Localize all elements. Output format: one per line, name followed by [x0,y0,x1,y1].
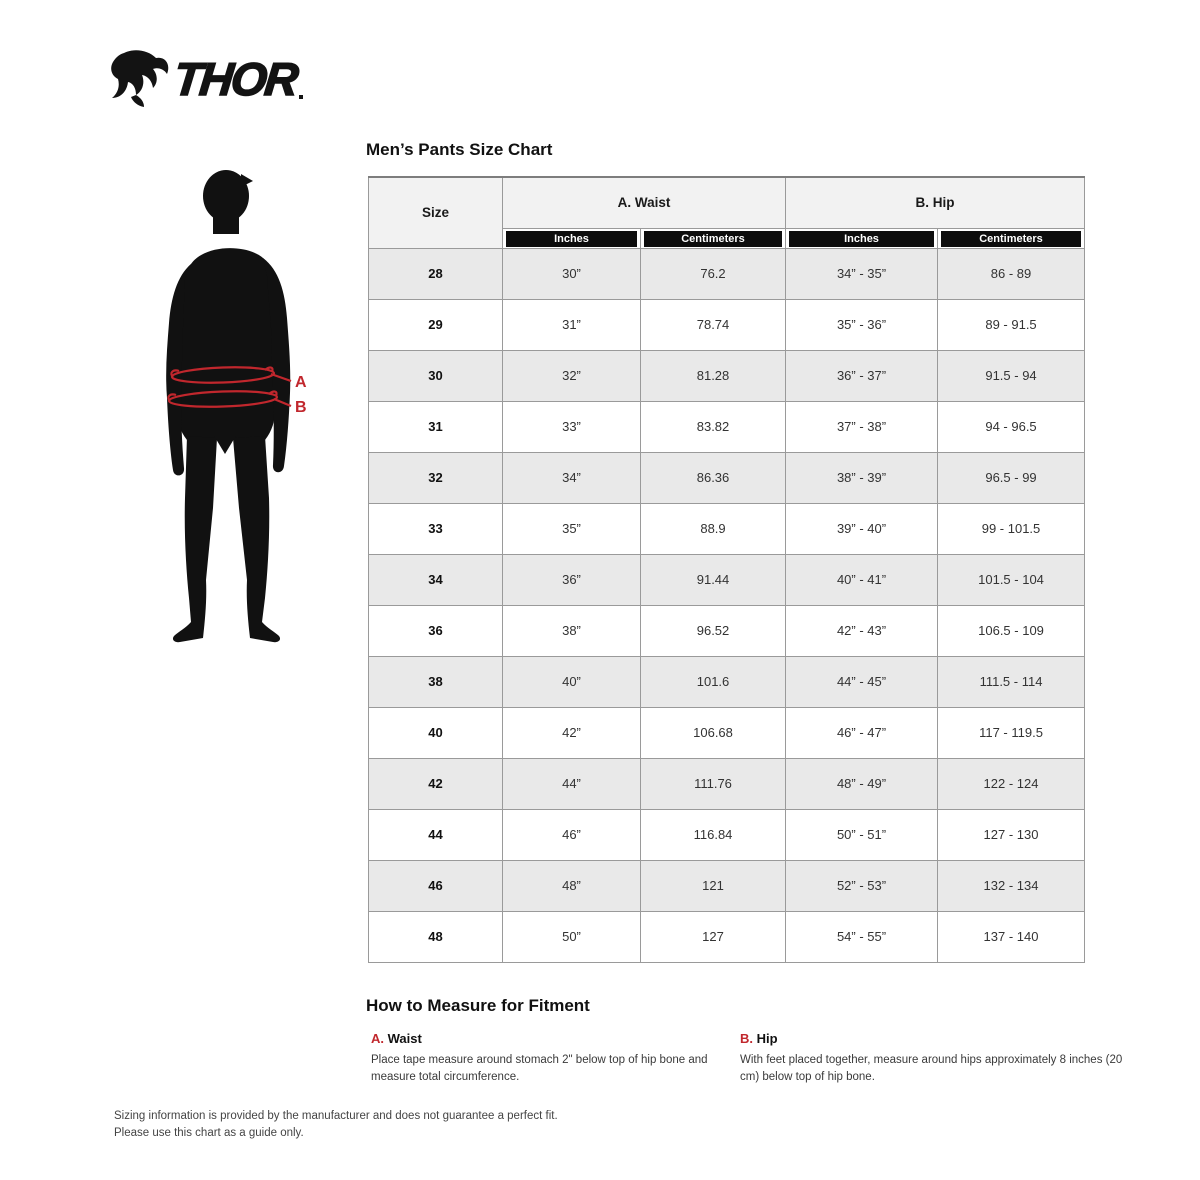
hip-inches-cell: 50” - 51” [786,809,938,860]
size-cell: 28 [369,248,503,299]
size-cell: 29 [369,299,503,350]
subheader-waist-centimeters-cell [641,228,786,248]
thor-logo-text: THOR [171,53,300,105]
measure-letter-a: A. [371,1031,384,1046]
waist-inches-cell: 40” [503,656,641,707]
waist-centimeters-cell: 106.68 [641,707,786,758]
table-row [369,860,1085,911]
table-group-header-row [369,177,1085,228]
size-cell: 33 [369,503,503,554]
waist-centimeters-cell: 96.52 [641,605,786,656]
table-row [369,452,1085,503]
measure-description-hip: With feet placed together, measure around hips approximately 8 inches (20 cm) below top of hip bone. [740,1054,1123,1083]
hip-inches-cell: 34” - 35” [786,248,938,299]
hip-centimeters-cell: 99 - 101.5 [938,503,1085,554]
size-cell: 31 [369,401,503,452]
col-header-size: Size [369,177,503,248]
measure-description-waist: Place tape measure around stomach 2" below top of hip bone and measure total circumference. [371,1054,708,1083]
disclaimer-line-2: Please use this chart as a guide only. [114,1127,304,1140]
table-row [369,248,1085,299]
waist-centimeters-cell: 91.44 [641,554,786,605]
hip-centimeters-cell: 89 - 91.5 [938,299,1085,350]
hip-label-b: B [295,399,307,416]
subheader-waist-centimeters: Centimeters [644,231,782,247]
table-row [369,554,1085,605]
size-table-section [368,176,1085,963]
page-title: Men’s Pants Size Chart [366,140,553,159]
measure-item-waist [371,1031,716,1085]
hip-centimeters-cell: 94 - 96.5 [938,401,1085,452]
table-row [369,707,1085,758]
waist-centimeters-cell: 86.36 [641,452,786,503]
group-header-waist: A. Waist [503,177,786,228]
size-cell: 36 [369,605,503,656]
subheader-hip-inches-cell [786,228,938,248]
subheader-hip-inches: Inches [789,231,934,247]
waist-inches-cell: 35” [503,503,641,554]
waist-inches-cell: 36” [503,554,641,605]
size-cell: 30 [369,350,503,401]
waist-inches-cell: 44” [503,758,641,809]
waist-inches-cell: 38” [503,605,641,656]
size-cell: 48 [369,911,503,962]
hip-centimeters-cell: 111.5 - 114 [938,656,1085,707]
size-cell: 46 [369,860,503,911]
table-row [369,503,1085,554]
table-row [369,401,1085,452]
waist-inches-cell: 33” [503,401,641,452]
waist-centimeters-cell: 76.2 [641,248,786,299]
hip-inches-cell: 52” - 53” [786,860,938,911]
waist-centimeters-cell: 111.76 [641,758,786,809]
hip-centimeters-cell: 137 - 140 [938,911,1085,962]
subheader-hip-centimeters: Centimeters [941,231,1081,247]
size-cell: 34 [369,554,503,605]
table-row [369,758,1085,809]
size-table [368,176,1085,963]
hip-inches-cell: 39” - 40” [786,503,938,554]
table-row [369,350,1085,401]
size-cell: 42 [369,758,503,809]
disclaimer [114,1108,558,1143]
waist-inches-cell: 48” [503,860,641,911]
measure-name-hip: Hip [756,1031,778,1046]
subheader-hip-centimeters-cell [938,228,1085,248]
hip-centimeters-cell: 86 - 89 [938,248,1085,299]
waist-centimeters-cell: 83.82 [641,401,786,452]
hip-inches-cell: 37” - 38” [786,401,938,452]
waist-inches-cell: 46” [503,809,641,860]
trademark-dot [299,95,303,99]
hip-centimeters-cell: 117 - 119.5 [938,707,1085,758]
hip-inches-cell: 42” - 43” [786,605,938,656]
table-row [369,911,1085,962]
hip-inches-cell: 38” - 39” [786,452,938,503]
hip-inches-cell: 44” - 45” [786,656,938,707]
waist-inches-cell: 34” [503,452,641,503]
disclaimer-line-1: Sizing information is provided by the manufacturer and does not guarantee a perfect fit. [114,1110,558,1122]
hip-centimeters-cell: 122 - 124 [938,758,1085,809]
size-table-body [369,248,1085,962]
measure-item-hip-title [740,1031,1130,1046]
subheader-waist-inches: Inches [506,231,637,247]
waist-centimeters-cell: 116.84 [641,809,786,860]
size-cell: 32 [369,452,503,503]
hip-centimeters-cell: 91.5 - 94 [938,350,1085,401]
hip-centimeters-cell: 96.5 - 99 [938,452,1085,503]
hip-inches-cell: 54” - 55” [786,911,938,962]
hip-centimeters-cell: 132 - 134 [938,860,1085,911]
hip-inches-cell: 40” - 41” [786,554,938,605]
table-row [369,656,1085,707]
waist-centimeters-cell: 88.9 [641,503,786,554]
waist-inches-cell: 42” [503,707,641,758]
waist-centimeters-cell: 101.6 [641,656,786,707]
hip-inches-cell: 48” - 49” [786,758,938,809]
size-cell: 40 [369,707,503,758]
hip-centimeters-cell: 127 - 130 [938,809,1085,860]
waist-inches-cell: 31” [503,299,641,350]
hip-inches-cell: 35” - 36” [786,299,938,350]
size-cell: 38 [369,656,503,707]
waist-centimeters-cell: 121 [641,860,786,911]
thor-goat-icon [108,50,170,108]
thor-logo [108,50,303,108]
silhouette-svg [153,168,353,668]
table-row [369,605,1085,656]
hip-inches-cell: 46” - 47” [786,707,938,758]
waist-inches-cell: 32” [503,350,641,401]
subheader-waist-inches-cell [503,228,641,248]
table-row [369,809,1085,860]
table-row [369,299,1085,350]
male-silhouette-figure [153,168,353,668]
how-to-measure-heading: How to Measure for Fitment [366,996,590,1015]
size-cell: 44 [369,809,503,860]
hip-inches-cell: 36” - 37” [786,350,938,401]
waist-inches-cell: 50” [503,911,641,962]
measure-name-waist: Waist [387,1031,422,1046]
measure-letter-b: B. [740,1031,753,1046]
measure-item-waist-title [371,1031,716,1046]
measure-item-hip [740,1031,1130,1085]
hip-centimeters-cell: 106.5 - 109 [938,605,1085,656]
group-header-hip: B. Hip [786,177,1085,228]
waist-label-a: A [295,374,307,391]
waist-centimeters-cell: 127 [641,911,786,962]
waist-centimeters-cell: 81.28 [641,350,786,401]
waist-centimeters-cell: 78.74 [641,299,786,350]
hip-centimeters-cell: 101.5 - 104 [938,554,1085,605]
waist-inches-cell: 30” [503,248,641,299]
